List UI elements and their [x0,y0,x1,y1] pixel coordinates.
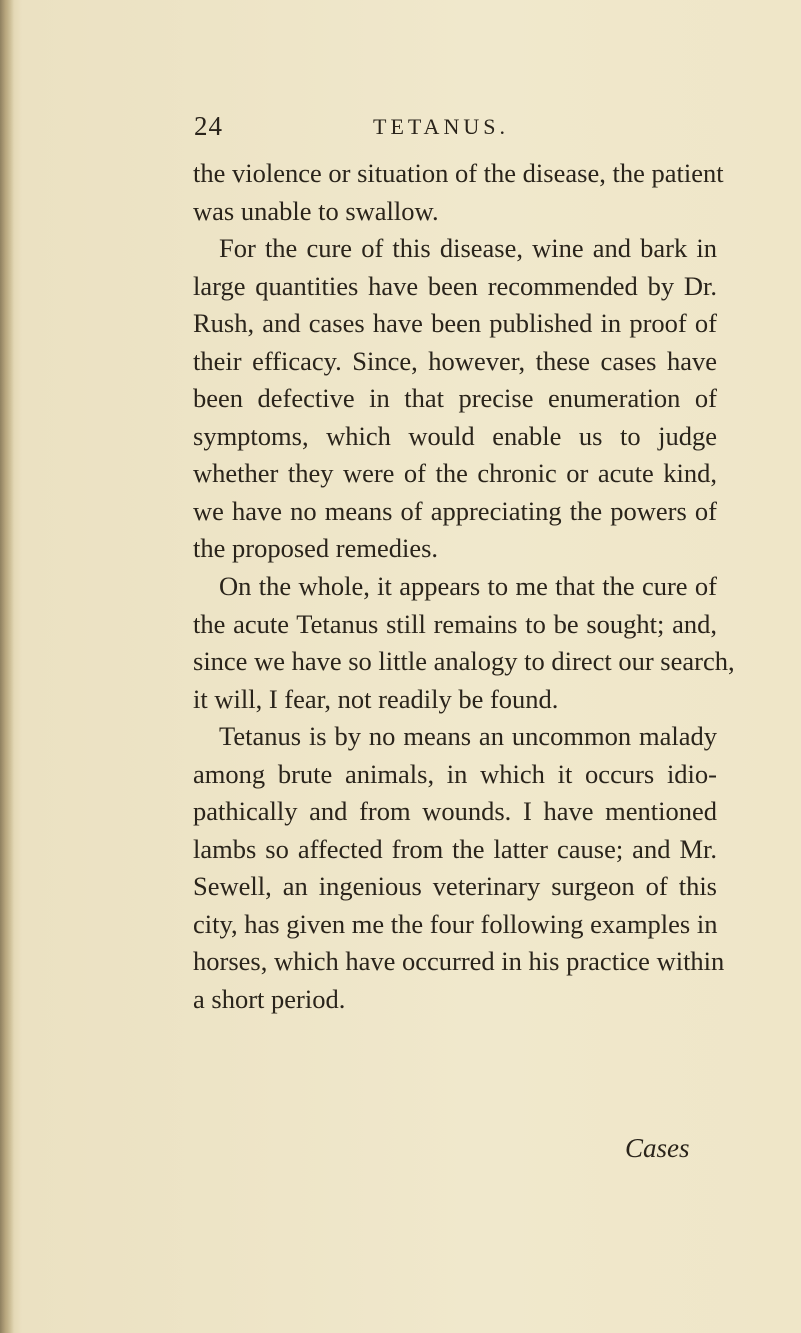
text-line: the proposed remedies. [193,533,439,564]
text-line: a short period. [193,984,346,1015]
text-line: pathically and from wounds. I have mentioned [193,796,717,827]
text-line: among brute animals, in which it occurs idio- [193,758,717,789]
text-line: lambs so affected from the latter cause; and Mr. [193,833,717,864]
text-line: city, has given me the four following examples in [193,908,718,939]
page-number: 24 [194,111,223,141]
text-line: Rush, and cases have been published in proof of [193,308,717,339]
text-line: their efficacy. Since, however, these cases have [193,345,717,376]
gutter-shadow [0,0,14,1333]
running-head: TETANUS. [373,114,509,139]
text-line: For the cure of this disease, wine and bark in [219,233,717,264]
text-line: the violence or situation of the disease, the patient [193,158,724,188]
text-line: horses, which have occurred in his practice within [193,946,725,977]
text-line: symptoms, which would enable us to judge [193,420,717,451]
page-header [0,108,801,148]
text-line: Tetanus is by no means an uncommon malady [219,721,717,752]
text-line: been defective in that precise enumeration of [193,383,717,414]
text-line: On the whole, it appears to me that the cure of [219,571,717,602]
text-line: we have no means of appreciating the powers of [193,495,717,526]
text-line: Sewell, an ingenious veterinary surgeon of this [193,871,717,902]
text-line: it will, I fear, not readily be found. [193,683,559,714]
text-line: was unable to swallow. [193,195,439,226]
text-line: whether they were of the chronic or acute kind, [193,458,717,489]
text-line: large quantities have been recommended by Dr. [193,270,717,301]
text-line: the acute Tetanus still remains to be sought; and, [193,608,717,639]
text-line: since we have so little analogy to direct our search, [193,646,735,677]
body-text [193,155,735,1019]
catchword: Cases [625,1133,690,1163]
